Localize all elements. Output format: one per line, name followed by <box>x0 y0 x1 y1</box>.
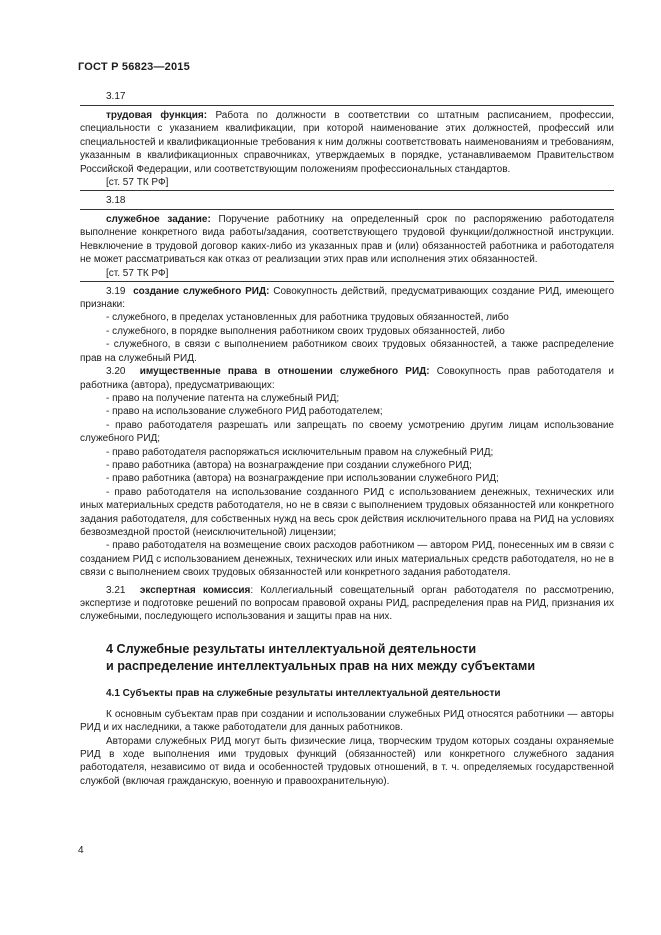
list-item: - право работника (автора) на вознаграждение при использовании служебного РИД; <box>106 473 499 485</box>
list-item: - право работодателя на возмещение своих расходов работником — автором РИД, понесенных им в связи с созданием РИД с использованием денежных, технических или иных материальных средств работодателя, но не в связи с выполнением своих трудовых обязанностей или конкретного задания работодателя. <box>80 540 614 579</box>
term-box-3-18 <box>80 209 614 282</box>
list-item: - право работодателя разрешать или запрещать по своему усмотрению другим лицам использование служебного РИД; <box>80 419 614 445</box>
list-item: - служебного, в связи с выполнением работником своих трудовых обязанностей, а также распределение прав на служебный РИД. <box>80 339 614 364</box>
paragraph: К основным субъектам прав при создании и использовании служебных РИД относятся работники — авторы РИД и их наследники, а также работодатели для данных работников. <box>80 708 614 734</box>
list-item: - право на получение патента на служебный РИД; <box>106 392 340 404</box>
section-4-title-line-2: и распределение интеллектуальных прав на них между субъектами <box>106 658 536 673</box>
section-4-heading <box>80 641 614 675</box>
term-number-3-18: 3.18 <box>106 195 126 207</box>
term-number-3-17: 3.17 <box>106 91 126 102</box>
term-3-20-text <box>80 365 614 392</box>
term-3-20-definition: Совокупность прав работодателя и работника (автора), предусматривающих: <box>80 366 614 391</box>
section-4-title-line-1: 4 Служебные результаты интеллектуальной деятельности <box>106 641 477 656</box>
term-3-21-title: экспертная комиссия <box>139 584 251 596</box>
term-3-21-definition: : Коллегиальный совещательный орган работодателя по рассмотрению, экспертизе и подготовке решений по вопросам правовой охраны РИД, распределения прав на РИД, признания их служебными, последующего использования и защиты прав на них. <box>80 584 614 623</box>
term-3-18-definition: Поручение работнику на определенный срок по распоряжению работодателя выполнение конкретного вида работы/задания, соответствующего трудовой функции/должностной инструкции. Невключение в трудовой договор каких-либо из указанных прав и (или) обязанностей работника и работодателя не может рассматриваться как отказ от реализации этих прав или исполнения этих обязанностей. <box>80 214 614 266</box>
document-header: ГОСТ Р 56823—2015 <box>78 61 190 73</box>
term-3-19-number: 3.19 <box>106 285 126 297</box>
paragraph: Авторами служебных РИД могут быть физические лица, творческим трудом которых созданы охраняемые РИД в ходе выполнения ими трудовых функций (обязанностей) или конкретного служебного задания работодателя, независимо от вида и особенностей трудовых отношений, в т. ч. определяемых государственной службой (включая гражданскую, военную и правоохранительную). <box>80 735 614 787</box>
term-3-17-definition: Работа по должности в соответствии со штатным расписанием, профессии, специальности с указанием квалификации, при которой наименование этих должностей, профессий или специальностей и квалификационные требования к ним должны соответствовать наименованиям и требованиям, указанным в квалификационных справочниках, утверждаемых в порядке, устанавливаемом Правительством Российской Федерации, или соответствующим положениям профессиональных стандартов. <box>80 110 614 175</box>
subsection-4-1-heading: 4.1 Субъекты прав на служебные результаты интеллектуальной деятельности <box>106 687 501 699</box>
term-3-19-text <box>80 285 614 312</box>
list-item: - право на использование служебного РИД работодателем; <box>106 406 383 418</box>
term-3-19-definition: Совокупность действий, предусматривающих создание РИД, имеющего признаки: <box>80 285 615 311</box>
document-body <box>80 90 614 788</box>
term-3-21-number: 3.21 <box>106 584 126 596</box>
list-item: - право работодателя распоряжаться исключительным правом на служебный РИД; <box>106 446 494 458</box>
list-item: - право работодателя на использование созданного РИД с использованием денежных, технических или иных материальных средств работодателя, но не в связи с выполнением трудовых обязанностей или конкретного задания работодателя, для собственных нужд на весь срок действия исключительного права на РИД на условиях безвозмездной простой (неисключительной) лицензии; <box>80 486 614 538</box>
term-3-20-title: имущественные права в отношении служебного РИД: <box>139 366 430 378</box>
term-3-17-text <box>80 109 614 176</box>
term-box-3-17 <box>80 105 614 191</box>
term-3-20-number: 3.20 <box>106 366 126 378</box>
term-3-21-text <box>80 584 614 624</box>
term-3-19-title: создание служебного РИД: <box>133 285 270 297</box>
term-3-17-source: [ст. 57 ТК РФ] <box>106 177 169 189</box>
term-3-18-source: [ст. 57 ТК РФ] <box>106 267 169 279</box>
page-number: 4 <box>78 845 84 856</box>
term-3-18-text <box>80 213 614 267</box>
list-item: - служебного, в порядке выполнения работником своих трудовых обязанностей, либо <box>106 325 505 337</box>
term-3-18-title: служебное задание: <box>106 214 211 226</box>
term-3-17-title: трудовая функция: <box>106 110 208 121</box>
list-item: - служебного, в пределах установленных для работника трудовых обязанностей, либо <box>106 312 509 324</box>
list-item: - право работника (автора) на вознаграждение при создании служебного РИД; <box>106 459 472 471</box>
